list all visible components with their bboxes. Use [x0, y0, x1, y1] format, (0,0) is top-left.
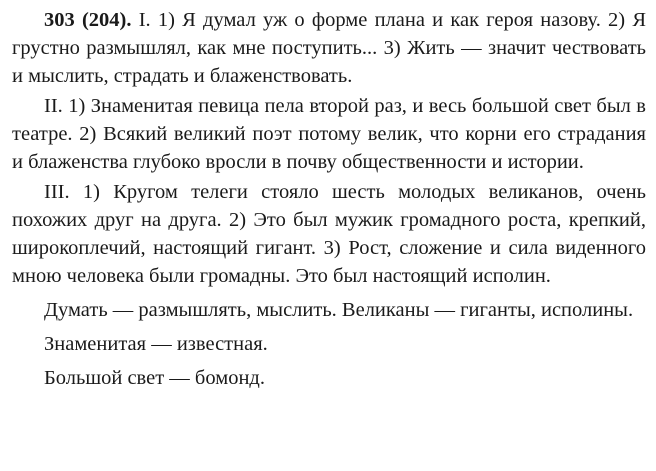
answer-synonyms-3: [12, 364, 646, 392]
exercise-part-1: [12, 6, 646, 90]
answer-synonyms-2: [12, 330, 646, 358]
answer-line-3: Большой свет — бомонд.: [44, 367, 265, 389]
part-2-text: II. 1) Знаменитая певица пела второй раз, и весь большой свет был в театре. 2) Всякий великий поэт потому велик, что корни его страдания и блаженства глубоко вросли в почву общественности и истории.: [12, 95, 646, 173]
exercise-part-3: [12, 178, 646, 290]
answer-line-2: Знаменитая — известная.: [44, 333, 268, 355]
answer-line-1: Думать — размышлять, мыслить. Великаны — гиганты, исполины.: [44, 299, 634, 321]
exercise-part-2: [12, 92, 646, 176]
answer-synonyms-1: [12, 296, 646, 324]
exercise-number: 303 (204).: [44, 9, 132, 31]
part-1-text: I. 1) Я думал уж о форме плана и как героя назову. 2) Я грустно размышлял, как мне поступить... 3) Жить — значит чествовать и мыслить, страдать и блаженствовать.: [12, 9, 647, 87]
part-3-text: III. 1) Кругом телеги стояло шесть молодых великанов, очень похожих друг на друга. 2) Это был мужик громадного роста, крепкий, широкоплечий, настоящий гигант. 3) Рост, сложение и сила виденного мною человека были громадны. Это был настоящий исполин.: [12, 181, 646, 287]
